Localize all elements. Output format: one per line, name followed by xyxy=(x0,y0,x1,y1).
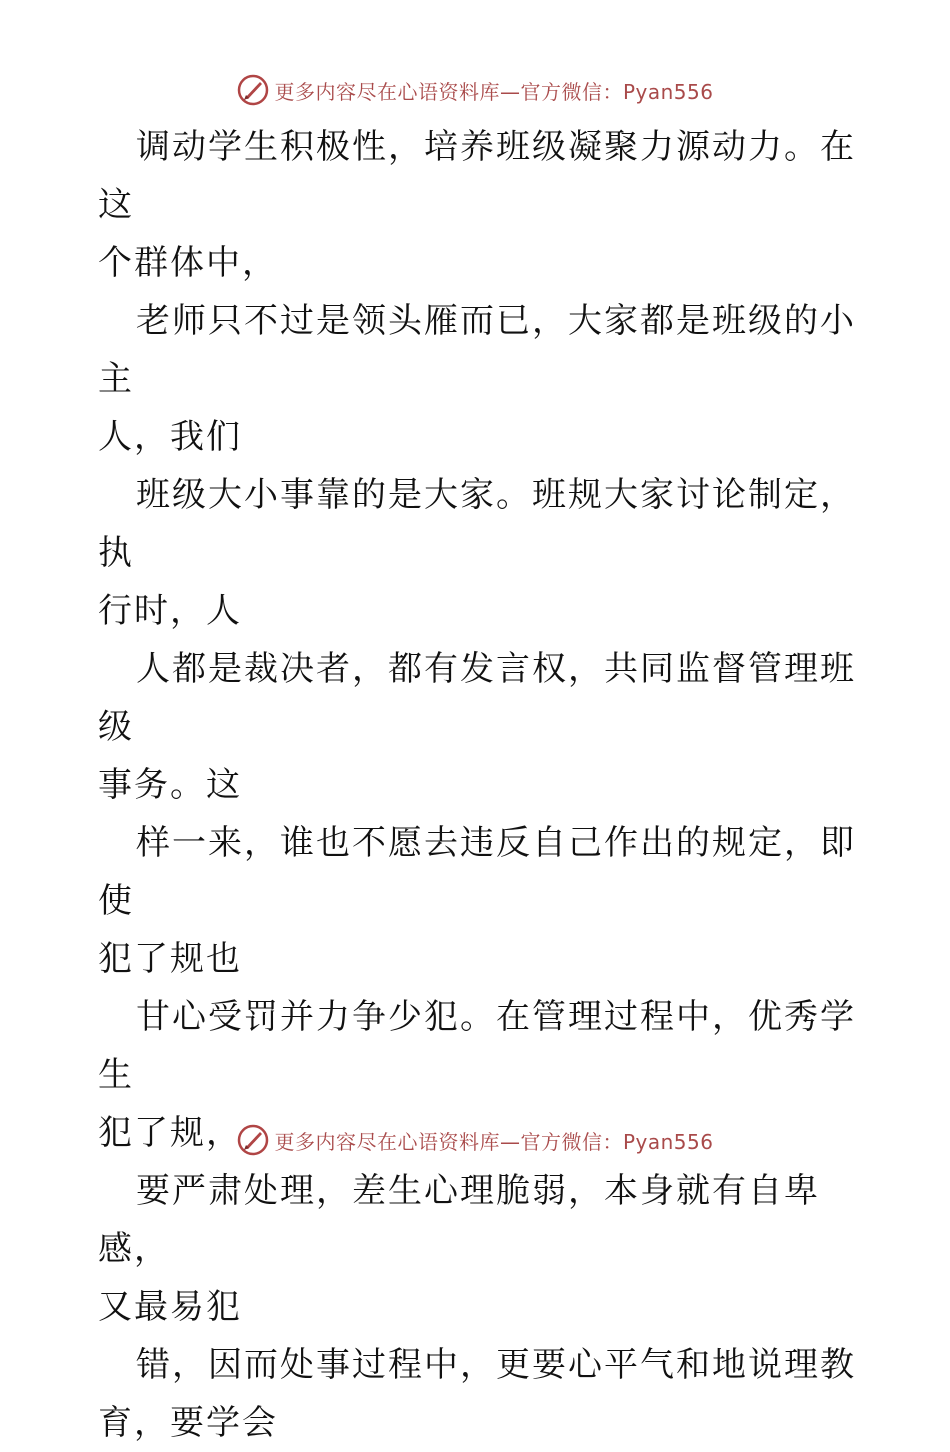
paragraph-line: 人，我们 xyxy=(98,417,242,457)
header-watermark xyxy=(0,70,950,110)
paragraph-line: 老师只不过是领头雁而已，大家都是班级的小主 xyxy=(98,301,856,399)
watermark-text: 更多内容尽在心语资料库—官方微信：Pyan556 xyxy=(274,79,714,104)
quill-logo-icon xyxy=(236,73,270,107)
paragraph-line: 犯了规， xyxy=(98,1113,242,1153)
paragraph xyxy=(98,1336,858,1452)
paragraph-line: 调动学生积极性，培养班级凝聚力源动力。在这 xyxy=(98,127,856,225)
paragraph xyxy=(98,118,858,292)
quill-logo-icon xyxy=(236,1123,270,1157)
paragraph xyxy=(98,292,858,466)
paragraph-line: 甘心受罚并力争少犯。在管理过程中，优秀学生 xyxy=(98,997,856,1095)
paragraph-line: 犯了规也 xyxy=(98,939,242,979)
footer-watermark xyxy=(0,1120,950,1160)
paragraph-line: 又最易犯 xyxy=(98,1287,242,1327)
paragraph-line: 行时，人 xyxy=(98,591,242,631)
paragraph-line: 人都是裁决者，都有发言权，共同监督管理班级 xyxy=(98,649,856,747)
document-body xyxy=(98,118,858,1452)
paragraph-line: 错，因而处事过程中，更要心平气和地说理教 xyxy=(136,1345,856,1385)
paragraph xyxy=(98,640,858,814)
paragraph xyxy=(98,1162,858,1336)
paragraph-line: 个群体中， xyxy=(98,243,278,283)
paragraph-line: 要严肃处理，差生心理脆弱，本身就有自卑感， xyxy=(98,1171,820,1269)
watermark-text: 更多内容尽在心语资料库—官方微信：Pyan556 xyxy=(274,1129,714,1154)
paragraph-line: 育，要学会 xyxy=(98,1403,278,1443)
paragraph-line: 事务。这 xyxy=(98,765,242,805)
paragraph xyxy=(98,466,858,640)
paragraph-line: 样一来，谁也不愿去违反自己作出的规定，即使 xyxy=(98,823,856,921)
paragraph-line: 班级大小事靠的是大家。班规大家讨论制定，执 xyxy=(98,475,856,573)
paragraph xyxy=(98,814,858,988)
